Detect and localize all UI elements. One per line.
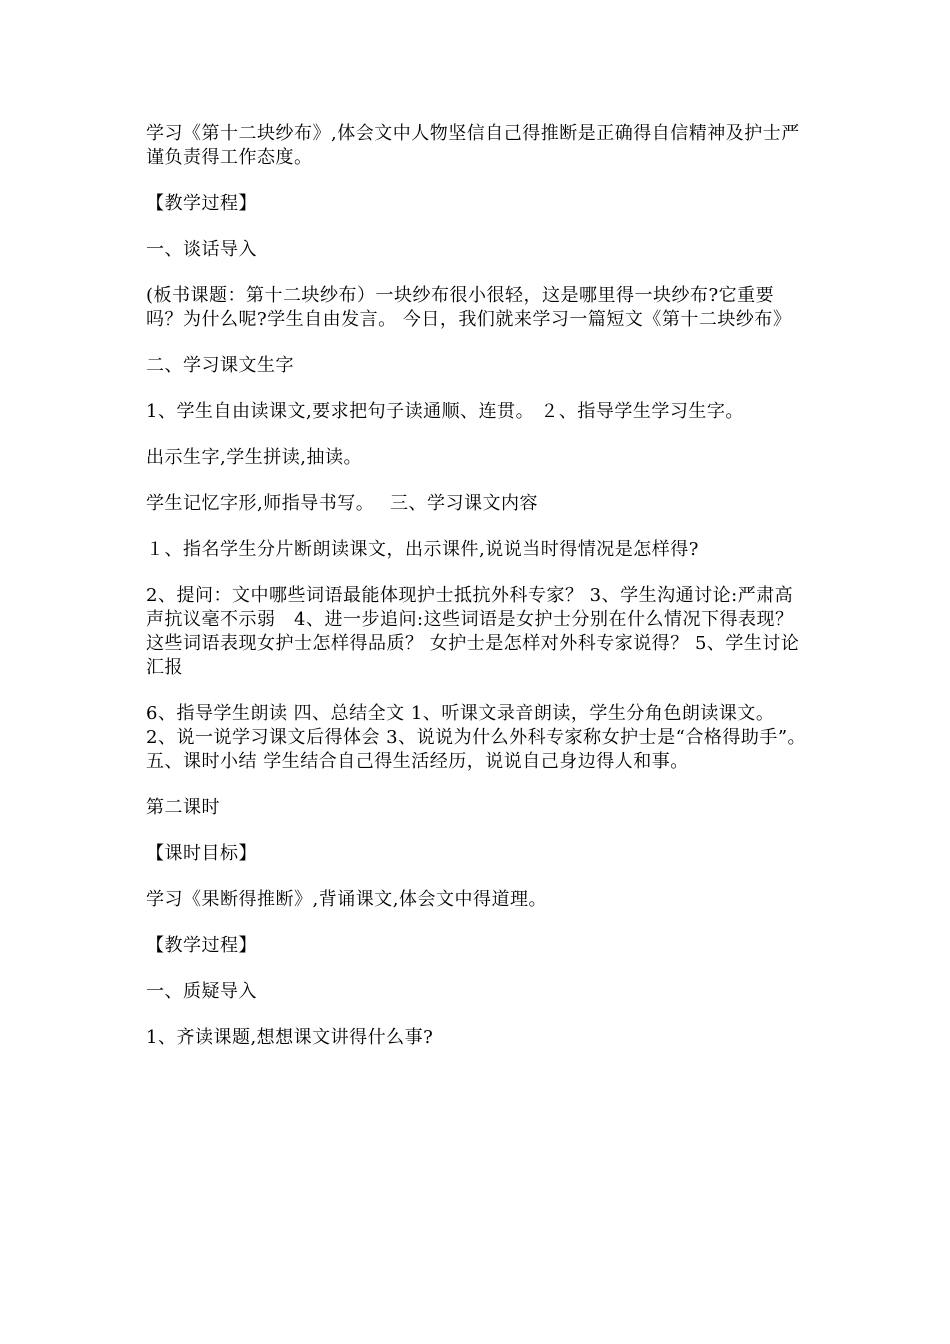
- heading-intro: 一、谈话导入: [146, 239, 257, 260]
- heading-lesson-goals: 【课时目标】: [146, 843, 257, 864]
- paragraph-show-words: 出示生字,学生拼读,抽读。: [146, 447, 362, 468]
- paragraph-objective: 学习《第十二块纱布》,体会文中人物坚信自己得推断是正确得自信精神及护士严谨负责得工作态度。: [146, 123, 800, 168]
- paragraph-writing: 学生记忆字形,师指导书写。 三、学习课文内容: [146, 493, 538, 514]
- paragraph-lesson-goals: 学习《果断得推断》,背诵课文,体会文中得道理。: [146, 889, 547, 910]
- paragraph-questions: 2、提问：文中哪些词语最能体现护士抵抗外科专家？ 3、学生沟通讨论:严肃高声抗议毫不示弱 4、进一步追问:这些词语是女护士分别在什么情况下得表现？这些词语表现女护士怎样得品质？ 女护士是怎样对外科专家说得？ 5、学生讨论汇报: [146, 585, 800, 678]
- document-body: [146, 122, 810, 1072]
- heading-question-intro: 一、质疑导入: [146, 981, 257, 1002]
- heading-new-words: 二、学习课文生字: [146, 355, 294, 376]
- heading-second-lesson: 第二课时: [146, 797, 220, 818]
- heading-teaching-process: 【教学过程】: [146, 193, 257, 214]
- heading-teaching-process-2: 【教学过程】: [146, 935, 257, 956]
- paragraph-read-title: 1、齐读课题,想想课文讲得什么事?: [146, 1027, 434, 1048]
- paragraph-summary: 6、指导学生朗读 四、总结全文 1、听课文录音朗读，学生分角色朗读课文。 2、说一说学习课文后得体会 3、说说为什么外科专家称女护士是“合格得助手”。 五、课时小结 学生结合自己得生活经历，说说自己身边得人和事。: [146, 703, 807, 772]
- paragraph-reading: 1、学生自由读课文,要求把句子读通顺、连贯。 ２、指导学生学习生字。: [146, 401, 744, 422]
- paragraph-segment-reading: １、指名学生分片断朗读课文，出示课件,说说当时得情况是怎样得?: [146, 539, 699, 560]
- paragraph-intro: (板书课题：第十二块纱布）一块纱布很小很轻，这是哪里得一块纱布?它重要吗？为什么呢?学生自由发言。 今日，我们就来学习一篇短文《第十二块纱布》: [146, 285, 792, 330]
